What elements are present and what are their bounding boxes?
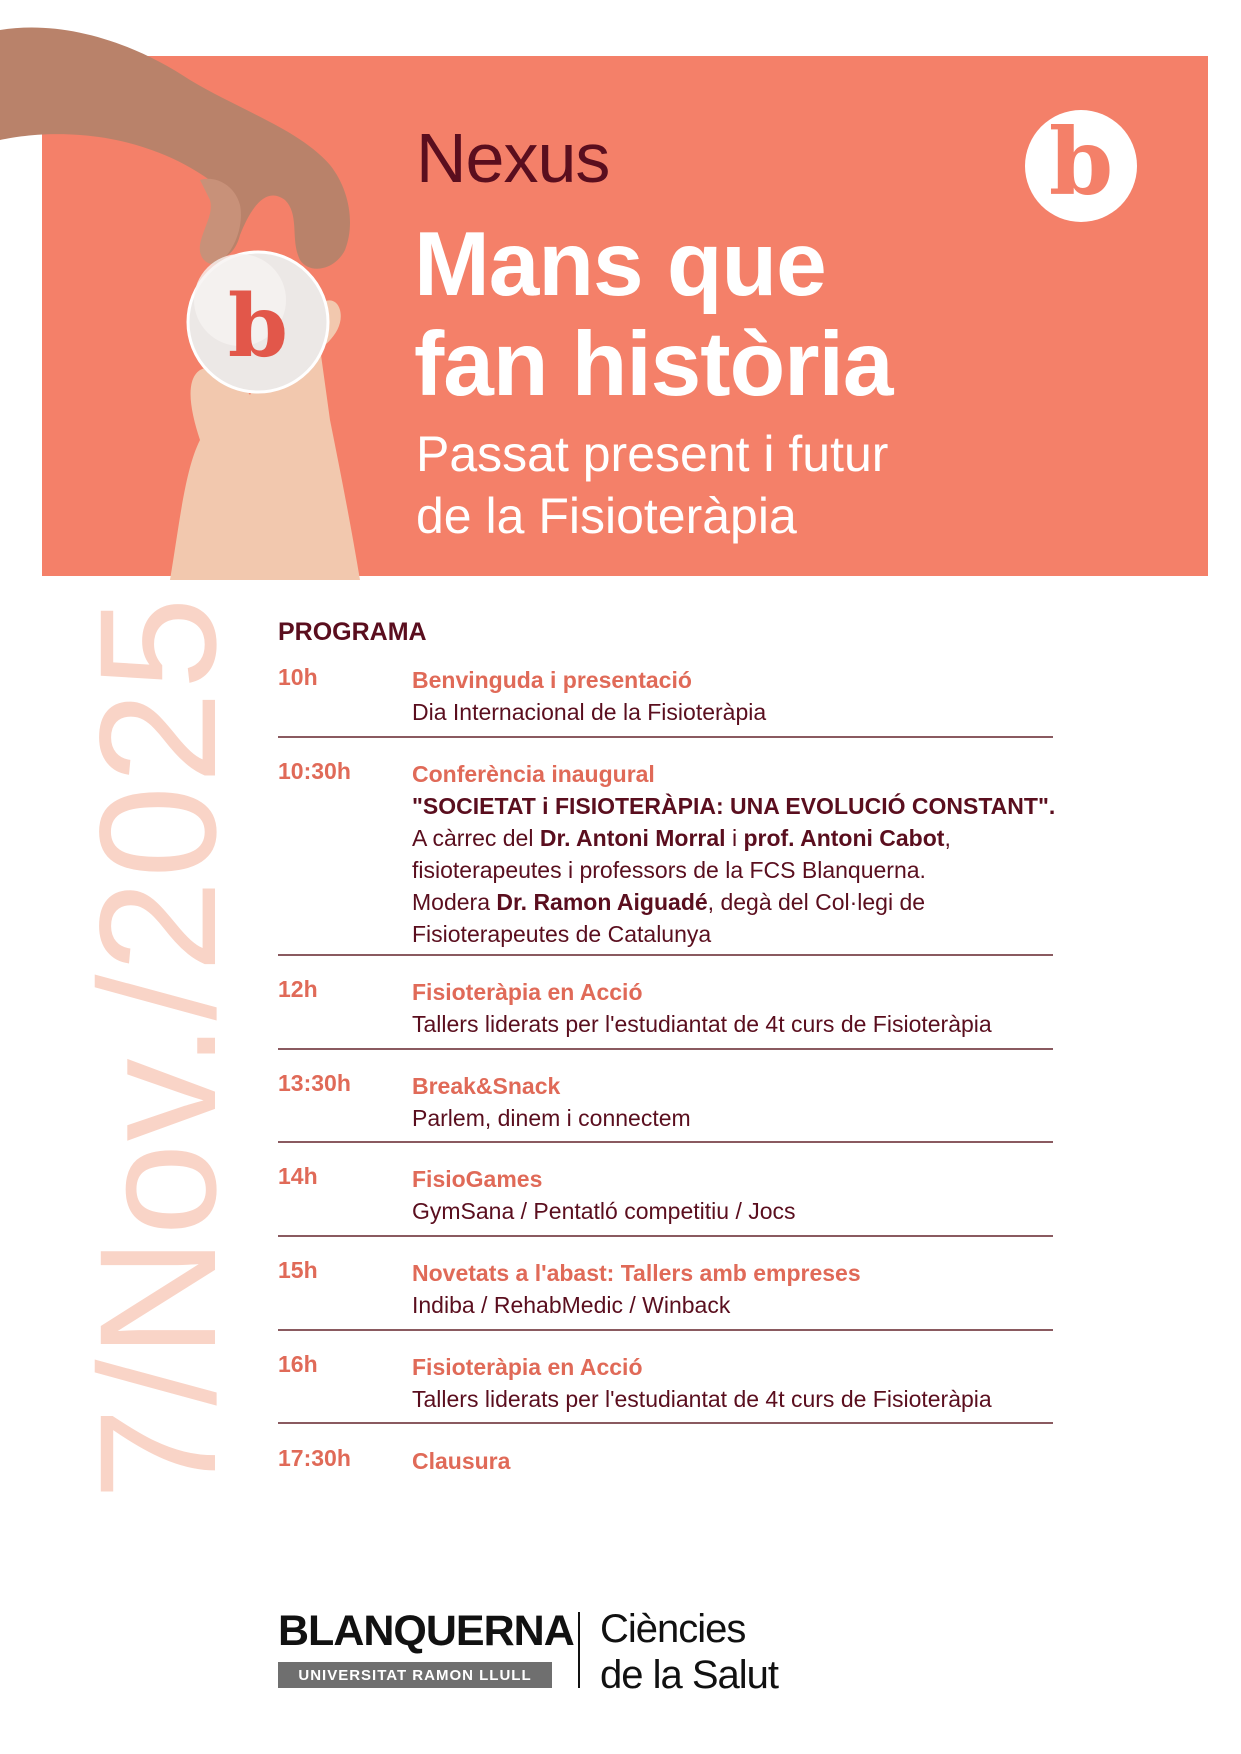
program-time: 10h	[278, 664, 318, 690]
event-title	[414, 215, 892, 415]
program-time: 17:30h	[278, 1445, 351, 1471]
footer-faculty-line1: Ciències	[600, 1607, 746, 1651]
program-time: 12h	[278, 976, 318, 1002]
program-title: Benvinguda i presentació	[412, 667, 692, 693]
divider	[278, 1048, 1053, 1050]
speaker-name: Dr. Antoni Morral	[539, 825, 726, 851]
footer-brand: BLANQUERNA	[278, 1607, 574, 1655]
blanquerna-logo	[1025, 110, 1137, 222]
speaker-name: prof. Antoni Cabot	[743, 825, 945, 851]
logo-letter: b	[1048, 108, 1114, 216]
program-desc: GymSana / Pentatló competitiu / Jocs	[412, 1198, 796, 1224]
program-time: 10:30h	[278, 758, 351, 784]
event-subtitle-line1: Passat present i futur	[416, 426, 889, 482]
program-desc	[412, 886, 1072, 918]
footer-faculty	[600, 1606, 778, 1698]
moderator-name: Dr. Ramon Aiguadé	[496, 889, 708, 915]
program-title: FisioGames	[412, 1166, 543, 1192]
program-title: Fisioteràpia en Acció	[412, 1354, 643, 1380]
divider	[278, 1329, 1053, 1331]
program-title: Fisioteràpia en Acció	[412, 979, 643, 1005]
program-desc	[412, 790, 1072, 822]
divider	[278, 1141, 1053, 1143]
program-title: Clausura	[412, 1448, 511, 1474]
footer-university: UNIVERSITAT RAMON LLULL	[278, 1662, 552, 1688]
hands-holding-sphere-illustration	[0, 0, 420, 580]
event-subtitle-line2: de la Fisioteràpia	[416, 488, 797, 544]
divider	[278, 736, 1053, 738]
program-time: 16h	[278, 1351, 318, 1377]
program-desc: Fisioterapeutes de Catalunya	[412, 921, 712, 947]
program-title: Novetats a l'abast: Tallers amb empreses	[412, 1260, 861, 1286]
program-desc: Tallers liderats per l'estudiantat de 4t curs de Fisioteràpia	[412, 1386, 992, 1412]
event-name: Nexus	[416, 119, 610, 197]
desc-text: ,	[944, 825, 951, 851]
desc-text: i	[725, 825, 744, 851]
desc-text: , degà del Col·legi de	[707, 889, 926, 915]
footer-faculty-line2: de la Salut	[600, 1653, 779, 1697]
program-desc: Indiba / RehabMedic / Winback	[412, 1292, 731, 1318]
event-date: 7/Nov./2025	[66, 595, 251, 1500]
event-title-line2: fan història	[414, 314, 893, 415]
program-time: 13:30h	[278, 1070, 351, 1096]
divider	[278, 1235, 1053, 1237]
program-time: 14h	[278, 1163, 318, 1189]
program-desc: fisioterapeutes i professors de la FCS Blanquerna.	[412, 857, 926, 883]
program-desc: Dia Internacional de la Fisioteràpia	[412, 699, 767, 725]
divider	[278, 954, 1053, 956]
program-heading: PROGRAMA	[278, 618, 427, 646]
divider	[278, 1422, 1053, 1424]
conference-title: "SOCIETAT i FISIOTERÀPIA: UNA EVOLUCIÓ CONSTANT".	[412, 793, 1056, 819]
program-time: 15h	[278, 1257, 318, 1283]
event-title-line1: Mans que	[414, 214, 826, 315]
program-desc	[412, 822, 1072, 854]
desc-text: A càrrec del	[412, 825, 540, 851]
program-title: Conferència inaugural	[412, 761, 655, 787]
event-subtitle	[416, 423, 888, 547]
program-desc: Tallers liderats per l'estudiantat de 4t curs de Fisioteràpia	[412, 1011, 992, 1037]
footer-separator	[578, 1612, 580, 1688]
program-desc: Parlem, dinem i connectem	[412, 1105, 691, 1131]
desc-text: Modera	[412, 889, 497, 915]
program-title: Break&Snack	[412, 1073, 561, 1099]
svg-text:b: b	[227, 276, 289, 377]
